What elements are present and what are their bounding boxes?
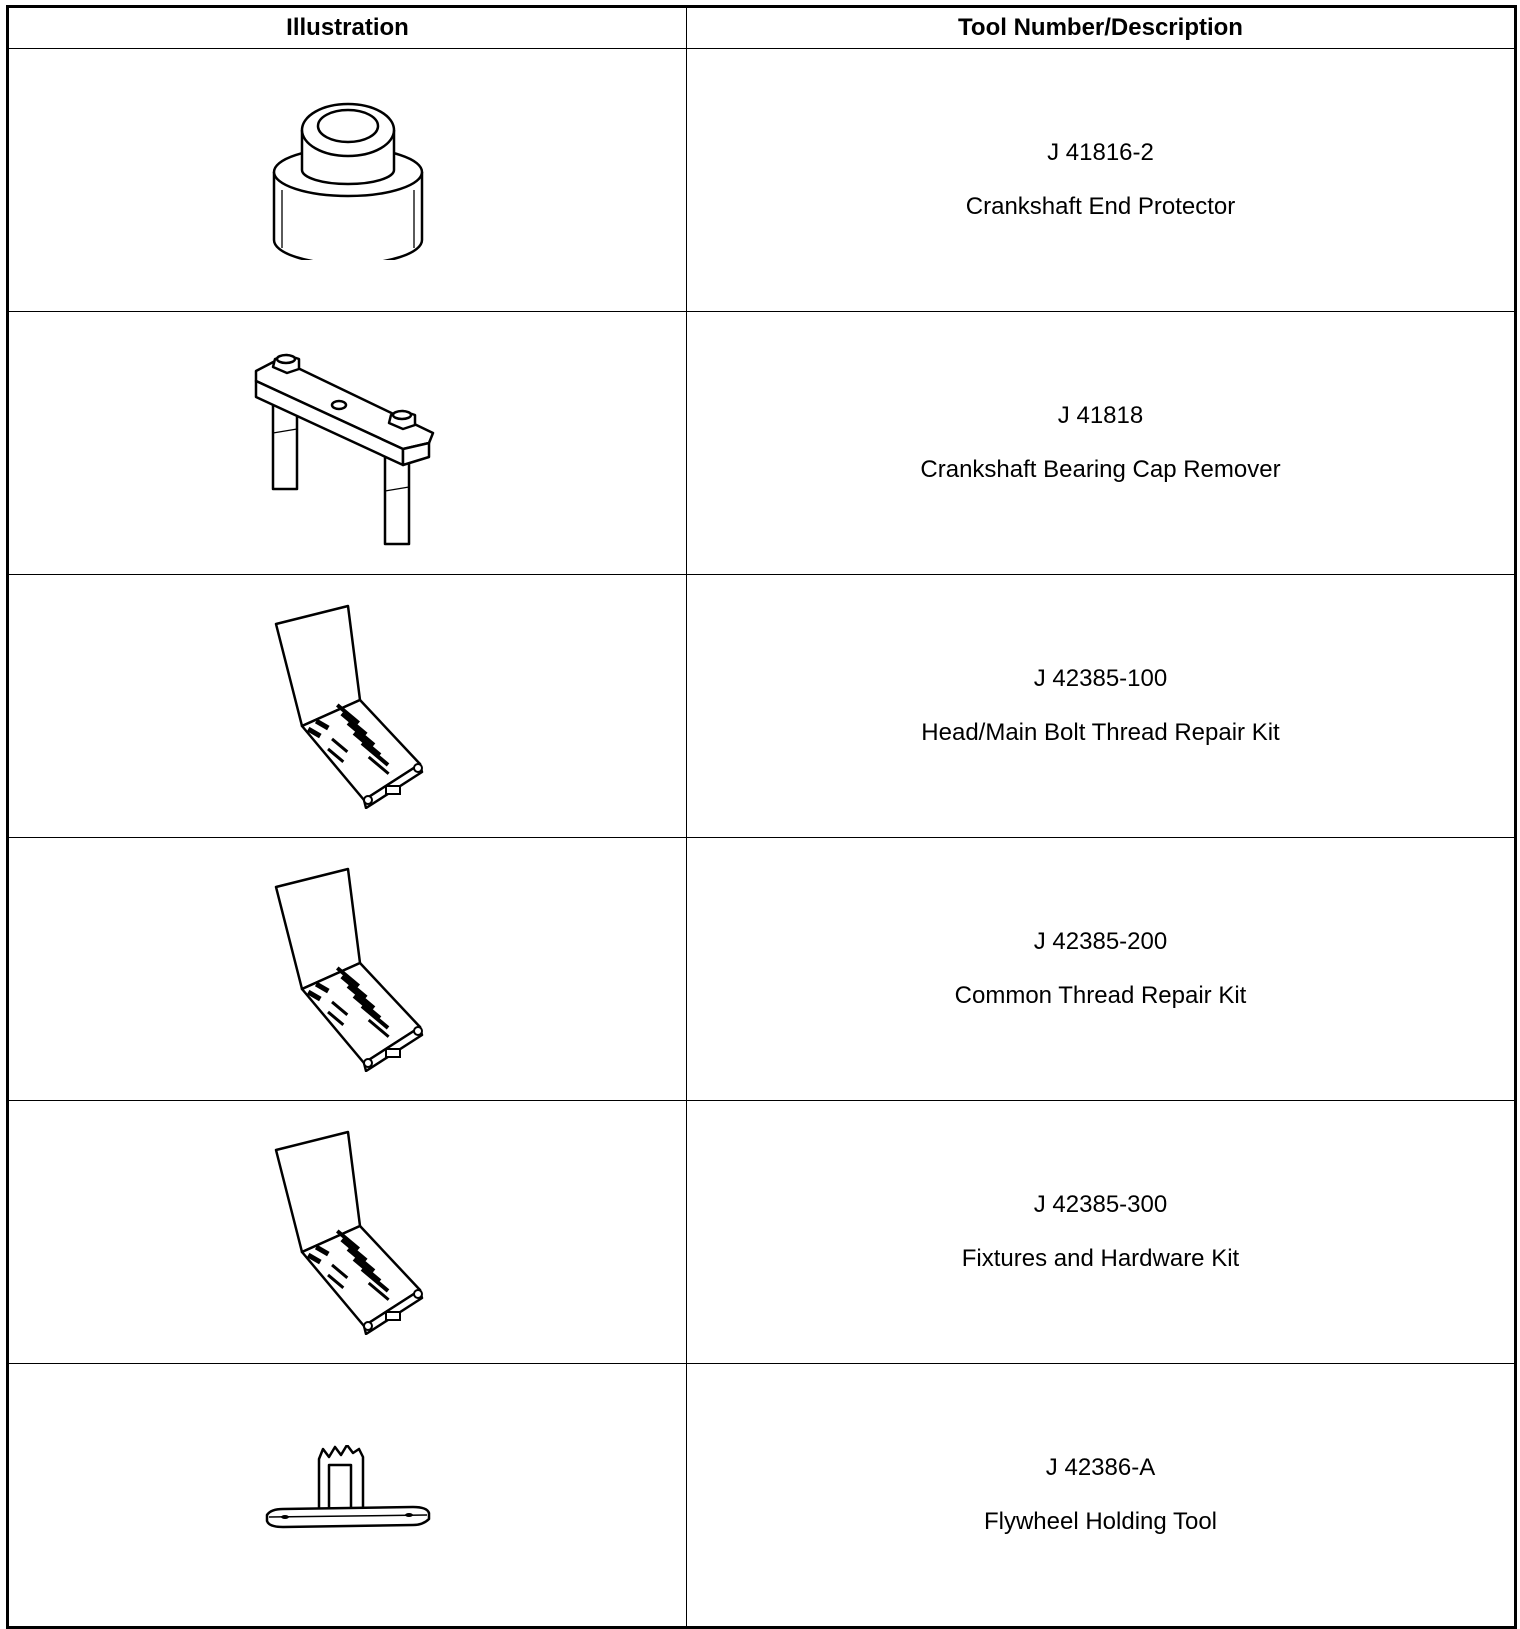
illustration-cell [8,1364,687,1628]
tool-description: Crankshaft End Protector [965,193,1236,220]
bearing-cap-remover-icon [253,341,443,546]
table-row [8,49,1516,312]
tool-number: J 42386-A [1045,1454,1156,1481]
description-cell [687,49,1516,312]
special-tools-table [6,5,1517,1629]
table-row [8,1101,1516,1364]
thread-repair-kit-icon [268,867,428,1072]
tool-number: J 42385-100 [1033,665,1168,692]
tool-number: J 41818 [1057,402,1144,429]
table-row [8,312,1516,575]
tool-description: Common Thread Repair Kit [954,982,1247,1009]
table-row [8,838,1516,1101]
description-cell [687,1101,1516,1364]
illustration-cell [8,838,687,1101]
illustration-cell [8,49,687,312]
tool-description: Fixtures and Hardware Kit [961,1245,1240,1272]
illustration-cell [8,1101,687,1364]
table-row [8,1364,1516,1628]
description-cell [687,575,1516,838]
tool-number: J 42385-200 [1033,928,1168,955]
thread-repair-kit-icon [268,604,428,809]
tool-description: Crankshaft Bearing Cap Remover [920,456,1281,483]
crankshaft-end-protector-icon [268,100,428,260]
tool-number: J 42385-300 [1033,1191,1168,1218]
flywheel-holding-tool-icon [263,1445,433,1545]
thread-repair-kit-icon [268,1130,428,1335]
tool-description: Head/Main Bolt Thread Repair Kit [921,719,1280,746]
header-row [8,7,1516,49]
tool-number: J 41816-2 [1047,139,1154,166]
description-cell [687,1364,1516,1628]
tool-description: Flywheel Holding Tool [983,1508,1217,1535]
description-cell [687,838,1516,1101]
header-tool-number-description: Tool Number/Description [687,7,1516,49]
description-cell [687,312,1516,575]
illustration-cell [8,575,687,838]
table-row [8,575,1516,838]
header-illustration: Illustration [8,7,687,49]
illustration-cell [8,312,687,575]
